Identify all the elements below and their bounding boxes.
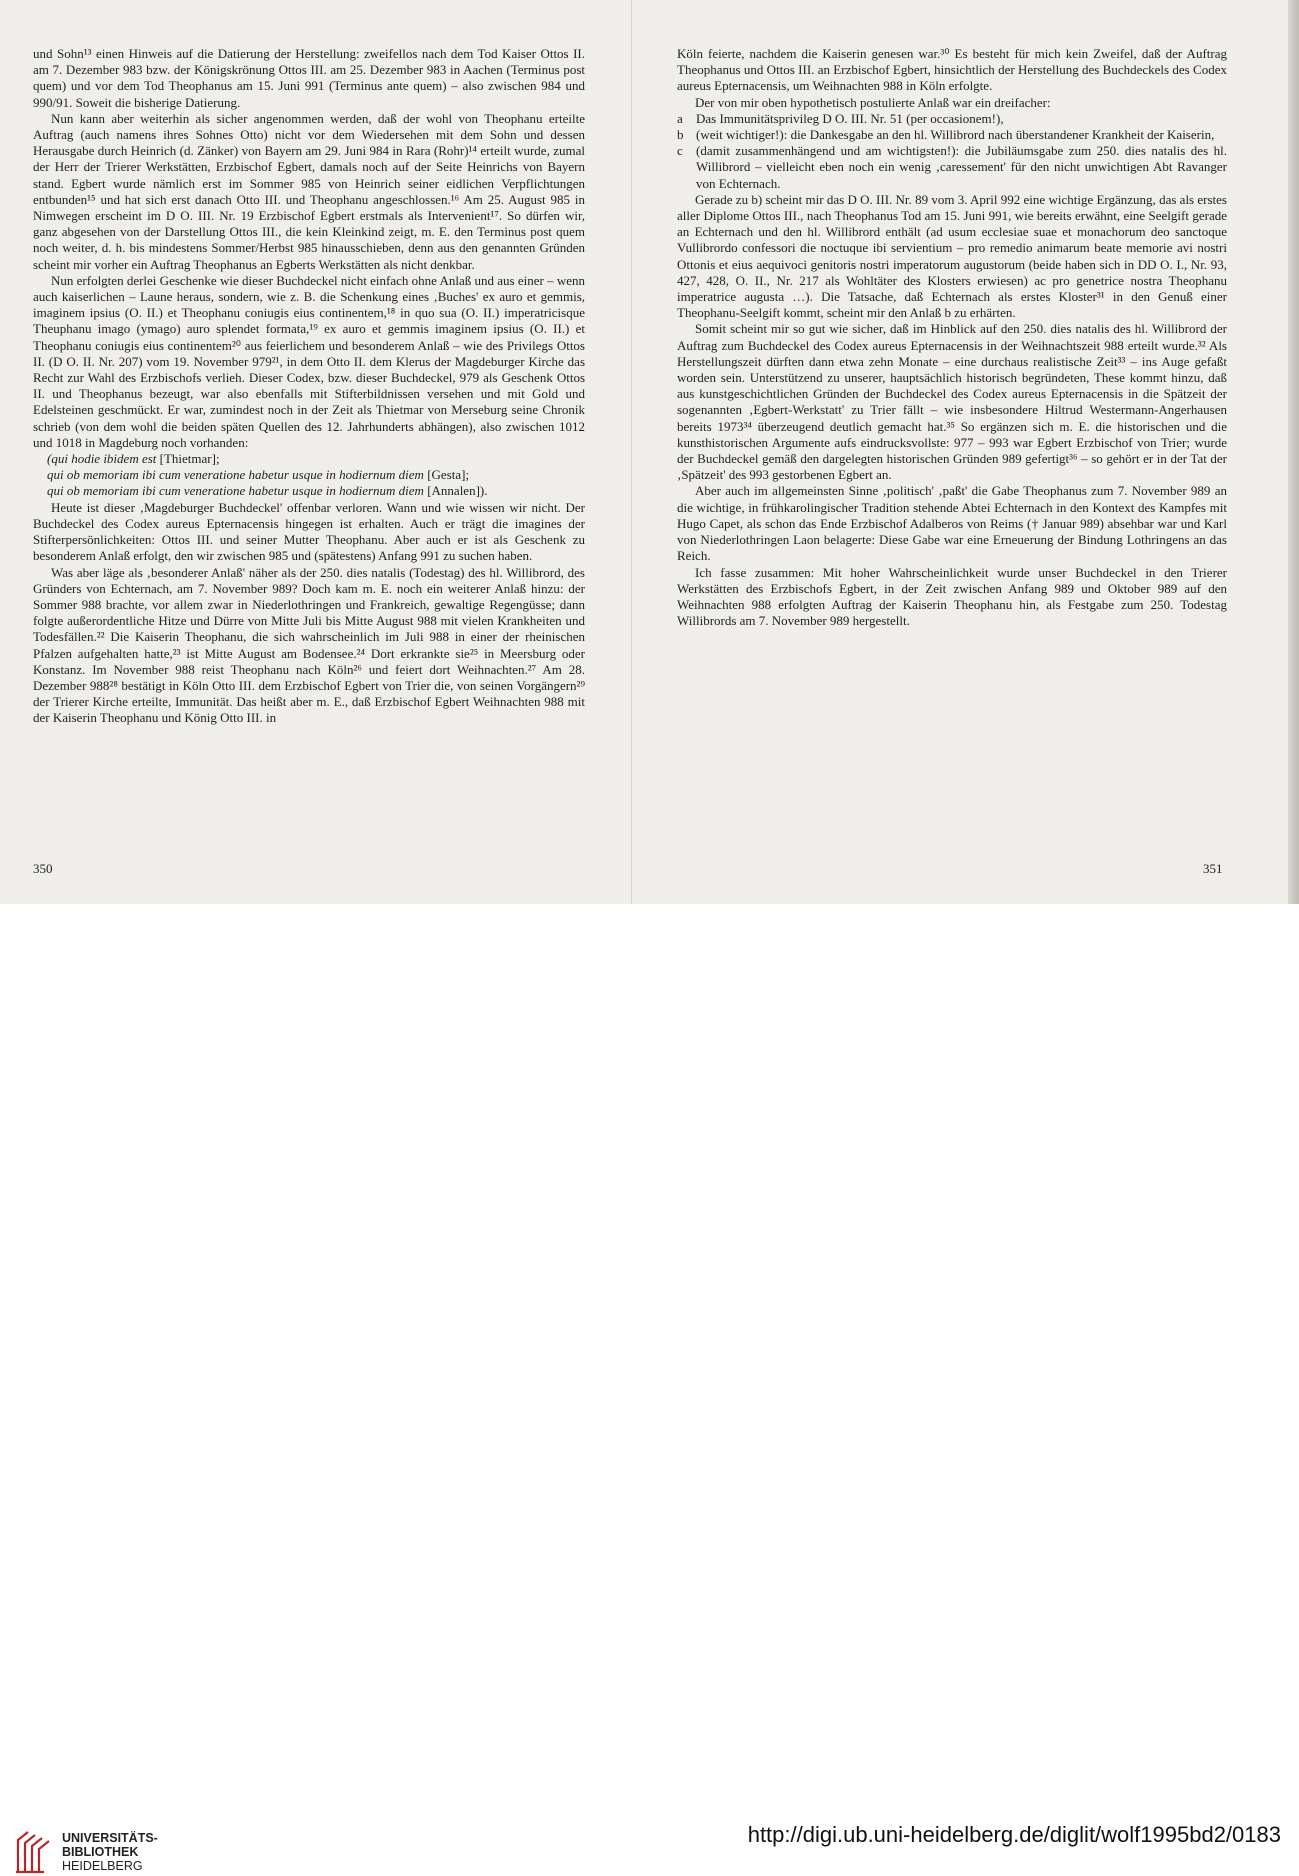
- paragraph: Nun kann aber weiterhin als sicher angenommen werden, daß der wohl von Theophanu erteilte Auftrag (auch namens ihres Sohnes Otto) nicht vor dem Wiedersehen mit dem Sohn und dessen Herausgabe durch Heinrich (d. Zänker) von Bayern am 29. Juni 984 in Rara (Rohr)¹⁴ erteilt wurde, zumal der Herr der Trierer Werkstätten, Erzbischof Egbert, damals noch auf der Seite Heinrichs von Bayern stand. Egbert wurde nämlich erst im Sommer 985 von Heinrich seiner eidlichen Verpflichtungen entbunden¹⁵ und hat sich erst danach Otto III. und Theophanu angeschlossen.¹⁶ Am 25. August 985 in Nimwegen erscheint im D O. III. Nr. 19 Erzbischof Egbert erstmals als Intervenient¹⁷. So dürfen wir, ganz abgesehen von der Darstellung Ottos III., die kein Kleinkind zeigt, m. E. den Terminus post quem noch weiter, d. h. bis mindestens Sommer/Herbst 985 hinausschieben, denn aus den genannten Gründen scheint mir vorher ein Auftrag Theophanus an Egberts Werkstätten als nicht denkbar.: [33, 110, 585, 272]
- list-text: (damit zusammenhängend und am wichtigsten!): die Jubiläumsgabe zum 250. dies natalis des hl. Willibrord – vielleicht eben noch ein wenig ‚caressement' für den nicht unwichtigen Abt Ravanger von Echternach.: [696, 143, 1227, 191]
- quote-text: qui ob memoriam ibi cum veneratione habetur usque in hodiernum diem: [47, 467, 424, 483]
- paragraph: Köln feierte, nachdem die Kaiserin genesen war.³⁰ Es besteht für mich kein Zweifel, daß der Auftrag Theophanus und Ottos III. an Erzbischof Egbert, hinsichtlich der Herstellung des Buchdeckels des Codex aureus Epternacensis, um Weihnachten 988 in Köln erfolgte.: [677, 46, 1227, 94]
- quote-line: [33, 467, 585, 483]
- list-item: [677, 111, 1227, 127]
- list-label: a: [677, 110, 683, 126]
- list-item: [677, 143, 1227, 192]
- list-text: (weit wichtiger!): die Dankesgabe an den hl. Willibrord nach überstandener Krankheit der Kaiserin,: [696, 127, 1215, 143]
- quote-source: [Annalen]).: [423, 483, 488, 499]
- paragraph: Somit scheint mir so gut wie sicher, daß im Hinblick auf den 250. dies natalis des hl. Willibrord der Auftrag zum Buchdeckel des Codex aureus Epternacensis in der Weihnachtszeit 988 erteilt wurde.³² Als Herstellungszeit dürften dann etwa zehn Monate – eine durchaus realistische Zeit³³ – ins Auge gefaßt worden sein. Unterstützend zu unserer, hauptsächlich historisch begründeten, These kommt hinzu, daß aus kunstgeschichtlichen Gründen der Buchdeckel des Codex aureus Epternacensis in die Spätzeit der sogenannten ‚Egbert-Werkstatt' zu Trier fällt – wie insbesondere Hiltrud Westermann-Angerhausen bereits 1973³⁴ überzeugend deutlich gemacht hat.³⁵ So ergänzen sich m. E. die historischen und die kunsthistorischen Argumente aufs eindrucksvollste: 977 – 993 war Egbert Erzbischof von Trier; wurde der Buchdeckel gemäß den dargelegten historischen Gründen 989 gefertigt³⁶ – so gehört er in der Tat der ‚Spätzeit' des 993 gestorbenen Egbert an.: [677, 321, 1227, 483]
- quote-source: [Gesta];: [423, 467, 470, 483]
- library-name-line: HEIDELBERG: [62, 1859, 143, 1873]
- quote-line: [33, 451, 585, 467]
- quote-text: (qui hodie ibidem est: [47, 451, 157, 467]
- list-label: b: [677, 127, 684, 143]
- quote-source: [Thietmar];: [156, 451, 220, 467]
- paragraph: Nun erfolgten derlei Geschenke wie dieser Buchdeckel nicht einfach ohne Anlaß und aus einer – wenn auch kaiserlichen – Laune heraus, sondern, wie z. B. die Schenkung eines ‚Buches' ex auro et gemmis, imaginem ipsius (O. II.) et Theophanu coniugis eius continentem,¹⁸ in quo sua (O. II.) imperatricisque Theuphanu imago (ymago) auro splendet formata,¹⁹ ex auro et gemmis imaginem ipsius (O. II.) et Theophanu coniugis eius continentem²⁰ aus feierlichem und besonderem Anlaß – wie des Privilegs Ottos II. (D O. II. Nr. 207) vom 19. November 979²¹, in dem Otto II. dem Klerus der Magdeburger Kirche das Recht zur Wahl des Erzbischofs verlieh. Dieser Codex, bzw. dieser Buchdeckel, 979 als Geschenk Ottos II. und Theophanus bezeugt, war also ebenfalls mit Stifterbildnissen versehen und mit Gold und Edelsteinen geschmückt. Er war, zumindest noch in der Zeit als Thietmar von Merseburg seine Chronik schrieb (von dem wohl die beiden späten Quellen des 12. Jahrhunderts abhängen), also zwischen 1012 und 1018 in Magdeburg noch vorhanden:: [33, 272, 585, 450]
- paragraph: Heute ist dieser ‚Magdeburger Buchdeckel' offenbar verloren. Wann und wie wissen wir nicht. Der Buchdeckel des Codex aureus Epternacensis hingegen ist erhalten. Auch er trägt die imagines der Stifterpersönlichkeiten: Ottos III. und seiner Mutter Theophanu. Aber auch er ist als Geschenk zu besonderem Anlaß erfolgt, den wir zwischen 985 und (spätestens) Anfang 991 zu suchen haben.: [33, 499, 585, 564]
- page-edge: [1288, 0, 1299, 904]
- quote-line: [33, 483, 585, 499]
- page-number: 350: [33, 861, 53, 876]
- paragraph: Ich fasse zusammen: Mit hoher Wahrscheinlichkeit wurde unser Buchdeckel in den Trierer Werkstätten des Erzbischofs Egbert, in der Zeit zwischen Anfang 989 und Oktober 989 auf den Weihnachten 988 erfolgten Auftrag der Kaiserin Theophanu hin, als Festgabe zum 250. Todestag Willibrords am 7. November 989 hergestellt.: [677, 564, 1227, 629]
- quote-text: qui ob memoriam ibi cum veneratione habetur usque in hodiernum diem: [47, 483, 424, 499]
- book-scan: [0, 0, 1299, 904]
- left-page-text: [33, 46, 585, 727]
- paragraph: Aber auch im allgemeinsten Sinne ‚politisch' ‚paßt' die Gabe Theophanus zum 7. November 989 an die wichtige, in frühkarolingischer Tradition stehende Abtei Echternach in den Kontext des Kampfes mit Hugo Capet, als schon das Ende Erzbischof Adalberos von Reims († Januar 989) absehbar war und Karl von Niederlothringen Laon belagerte: Diese Gabe war eine Erneuerung der Bindung Lothringens an das Reich.: [677, 483, 1227, 564]
- paragraph: und Sohn¹³ einen Hinweis auf die Datierung der Herstellung: zweifellos nach dem Tod Kaiser Ottos II. am 7. Dezember 983 bzw. der Königskrönung Ottos III. am 25. Dezember 983 in Aachen (Terminus post quem) und vor dem Tod Theophanus am 15. Juni 991 (Terminus ante quem) – also zwischen 984 und 990/91. Soweit die bisherige Datierung.: [33, 46, 585, 110]
- reason-list: [677, 111, 1227, 192]
- library-name[interactable]: [62, 1831, 158, 1873]
- paragraph: Was aber läge als ‚besonderer Anlaß' näher als der 250. dies natalis (Todestag) des hl. Willibrord, des Gründers von Echternach, am 7. November 989? Doch kam m. E. noch ein weiterer Anlaß hinzu: der Sommer 988 brachte, vor allem zwar in Niederlothringen und Frankreich, gewaltige Regengüsse; dann folgte außerordentliche Hitze und Dürre von Mitte Juli bis Mitte August 988 mit vielen Krankheiten und Todesfällen.²² Die Kaiserin Theophanu, die sich wahrscheinlich im Juli 988 in einer der rheinischen Pfalzen aufgehalten hatte,²³ ist Mitte August am Bodensee.²⁴ Dort erkrankte sie²⁵ in Meersburg oder Konstanz. Im November 988 reist Theophanu nach Köln²⁶ und feiert dort Weihnachten.²⁷ Am 28. Dezember 988²⁸ bestätigt in Köln Otto III. dem Erzbischof Egbert von Trier die, von seinen Vorgängern²⁹ der Trierer Kirche erteilte, Immunität. Das heißt aber m. E., daß Erzbischof Egbert Weihnachten 988 mit der Kaiserin Theophanu und König Otto III. in: [33, 564, 585, 726]
- list-label: c: [677, 143, 683, 159]
- right-page-text: [677, 46, 1227, 629]
- paragraph: Gerade zu b) scheint mir das D O. III. Nr. 89 vom 3. April 992 eine wichtige Ergänzung, das als erstes aller Diplome Ottos III., nach Theophanus Tod am 15. Juni 991, wie bereits erwähnt, eine Seelgift gerade an Echternach und den hl. Willibrord enthält (ad usum ecclesiae suae et monachorum deo sanctoque Vullibrordo confessori die noctuque ibi servientium – pro remedio animarum beate memorie avi nostri Ottonis et eius aequivoci genitoris nostri imperatorum augustorum (beide haben sich in DD O. I., Nr. 93, 427, 428, O. II., Nr. 217 als Wohltäter des Klosters erwiesen) ac pro genetrice nostra Theophanu imperatrice augusta …). Die Tatsache, daß Echternach als erstes Kloster³¹ in den Genuß einer Theophanu-Seelgift kommt, scheint mir den Anlaß b zu erhärten.: [677, 191, 1227, 321]
- permalink-url[interactable]: http://digi.ub.uni-heidelberg.de/diglit/wolf1995bd2/0183: [747, 1822, 1281, 1847]
- viewer-footer: [0, 904, 1299, 1873]
- list-text: Das Immunitätsprivileg D O. III. Nr. 51 (per occasionem!),: [696, 110, 1004, 126]
- library-logo-icon[interactable]: [14, 1826, 54, 1876]
- left-page: [0, 0, 632, 904]
- list-item: [677, 127, 1227, 143]
- paragraph: Der von mir oben hypothetisch postulierte Anlaß war ein dreifacher:: [695, 94, 1051, 110]
- library-name-line: UNIVERSITÄTS-: [62, 1831, 158, 1845]
- page-number: 351: [1203, 861, 1223, 876]
- library-name-line: BIBLIOTHEK: [62, 1845, 139, 1859]
